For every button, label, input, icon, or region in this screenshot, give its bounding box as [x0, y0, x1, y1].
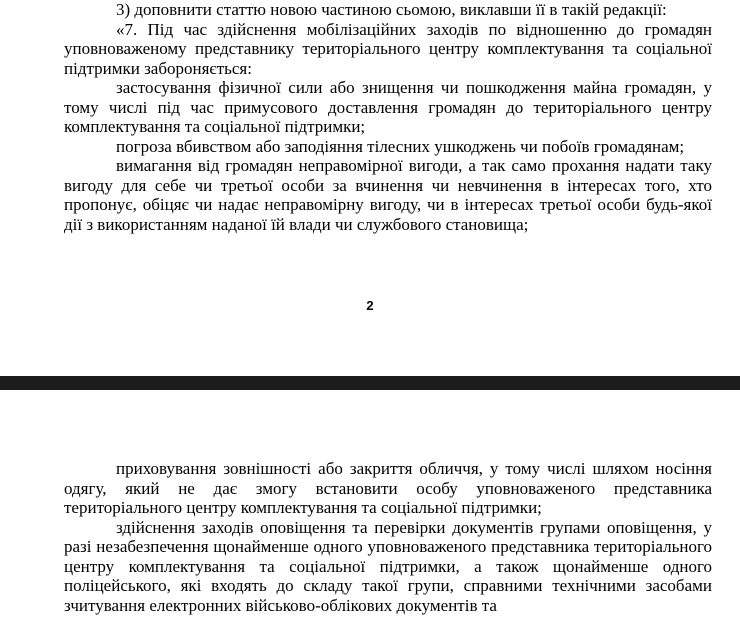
paragraph-amendment-intro: 3) доповнити статтю новою частиною сьомою, виклавши її в такій редакції: — [116, 0, 667, 19]
paragraph-part-seven: «7. Під час здійснення мобілізаційних заходів по відношенню до громадян уповноваженому представнику територіального центру комплектування та соціальної підтримки забороняється: — [64, 19, 712, 78]
paragraph-physical-force: застосування фізичної сили або знищення чи пошкодження майна громадян, у тому числі під час примусового доставлення громадян до територіального центру комплектування та соціальної підтримки; — [64, 78, 712, 136]
page-separator — [0, 376, 740, 390]
paragraph-extortion: вимагання від громадян неправомірної вигоди, а так само прохання надати таку вигоду для себе чи третьої особи за вчинення чи невчинення в інтересах того, хто пропонує, обіцяє чи надає неправомірну вигоду, чи в інтересах третьої особи будь-якої дії з використанням наданої їй влади чи службового становища; — [64, 156, 712, 234]
paragraph-threat: погроза вбивством або заподіяння тілесних ушкоджень чи побоїв громадянам; — [116, 136, 685, 156]
page-bottom-text — [64, 459, 712, 615]
page-top-text — [64, 0, 712, 234]
page-number: 2 — [366, 298, 374, 313]
paragraph-concealment: приховування зовнішності або закриття обличчя, у тому числі шляхом носіння одягу, який не дає змогу встановити особу уповноваженого представника територіального центру комплектування та соціальної підтримки; — [64, 459, 712, 517]
paragraph-notification-measures: здійснення заходів оповіщення та перевірки документів групами оповіщення, у разі незабезпечення щонайменше одного уповноваженого представника територіального центру комплектування та соціальної підтримки, а також щонайменше одного поліцейського, які входять до складу такої групи, справними технічними засобами зчитування електронних військово-облікових документів та — [64, 517, 712, 615]
